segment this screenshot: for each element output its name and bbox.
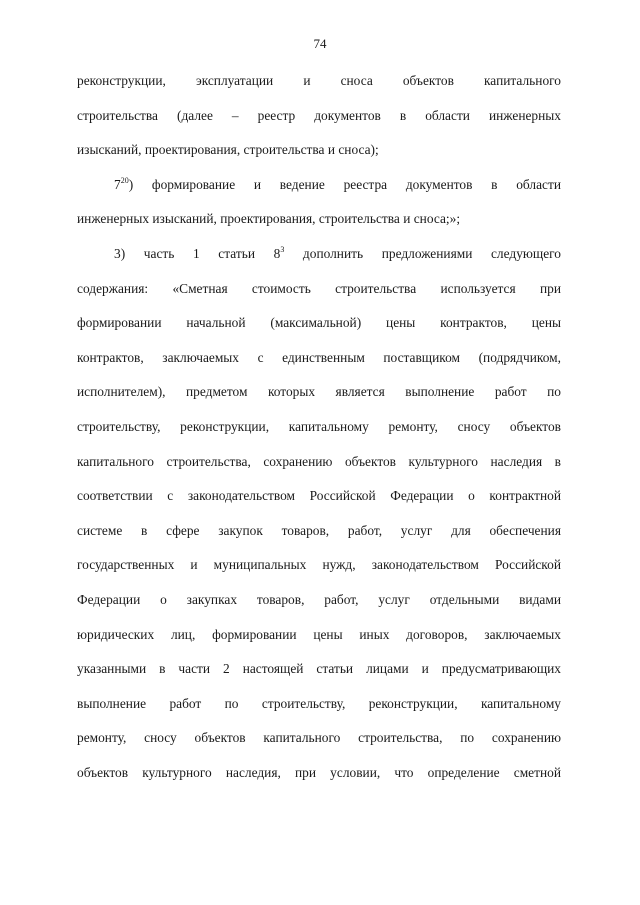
item-number-superscript: 20 [120,175,129,185]
text-line: изысканий, проектирования, строительства и сноса); [77,142,379,158]
text-line: системе в сфере закупок товаров, работ, услуг для обеспечения [77,522,561,538]
text-line: объектов культурного наследия, при условии, что определение сметной [77,764,561,780]
text-line: контрактов, заключаемых с единственным поставщиком (подрядчиком, [77,349,561,365]
text-line: выполнение работ по строительству, реконструкции, капитальному [77,695,561,711]
text-line: Федерации о закупках товаров, работ, услуг отдельными видами [77,591,561,607]
document-body [77,64,561,790]
text-line: капитального строительства, сохранению объектов культурного наследия в [77,453,561,469]
text-line: строительству, реконструкции, капитальному ремонту, сносу объектов [77,418,561,434]
text-fragment: дополнить предложениями следующего [284,245,561,261]
paragraph-3 [77,237,561,791]
text-line [77,168,561,203]
text-line: государственных и муниципальных нужд, законодательством Российской [77,557,561,573]
text-line: содержания: «Сметная стоимость строительства используется при [77,280,561,296]
text-line: соответствии с законодательством Российской Федерации о контрактной [77,488,561,504]
text-line: исполнителем), предметом которых является выполнение работ по [77,384,561,400]
item-lead: 3) часть 1 статьи 8 [114,245,281,261]
text-fragment: ) формирование и ведение реестра документов в области [128,176,561,192]
text-line: реконструкции, эксплуатации и сноса объектов капитального [77,73,561,88]
paragraph-2 [77,168,561,237]
page-number: 74 [313,36,327,51]
text-line: формировании начальной (максимальной) цены контрактов, цены [77,315,561,331]
item-number: 7 [114,176,121,192]
paragraph-1 [77,64,561,168]
text-line: указанными в части 2 настоящей статьи лицами и предусматривающих [77,661,561,677]
text-line: юридических лиц, формировании цены иных договоров, заключаемых [77,626,561,642]
text-line: инженерных изысканий, проектирования, строительства и сноса;»; [77,211,461,227]
text-line: ремонту, сносу объектов капитального строительства, по сохранению [77,730,561,746]
text-line: строительства (далее – реестр документов в области инженерных [77,107,561,123]
article-superscript: 3 [280,244,285,254]
text-line [77,237,561,272]
